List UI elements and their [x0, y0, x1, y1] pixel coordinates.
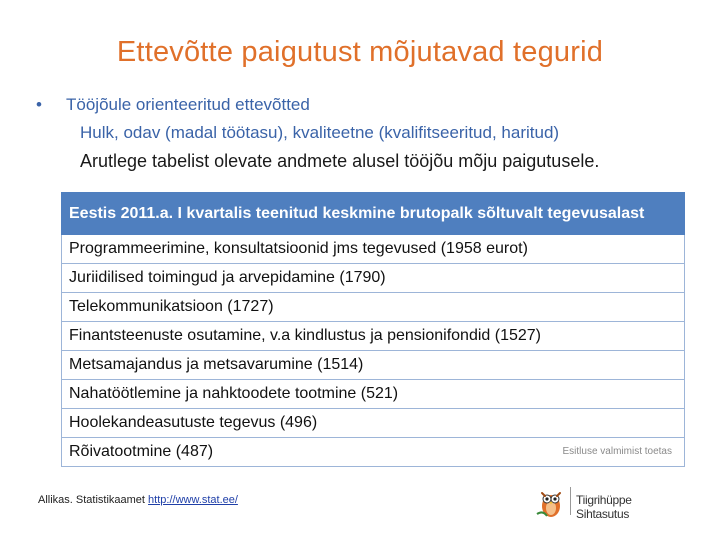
table-row — [62, 264, 685, 293]
source-link[interactable]: http://www.stat.ee/ — [148, 494, 238, 506]
salary-table — [61, 192, 685, 467]
support-watermark: Esitluse valmimist toetas — [562, 446, 672, 457]
slide-title: Ettevõtte paigutust mõjutavad tegurid — [116, 36, 604, 68]
table-row — [62, 409, 685, 438]
bullet-marker: • — [36, 95, 42, 114]
table-row — [62, 351, 685, 380]
table-row — [62, 235, 685, 264]
table-row — [62, 322, 685, 351]
logo-text: Tiigrihüppe Sihtasutus — [576, 493, 632, 521]
table-cell-text: Rõivatootmine (487) — [69, 443, 214, 460]
table-cell: Hoolekandeasutuste tegevus (496) — [62, 409, 685, 438]
bullet-list — [36, 94, 696, 172]
table-cell: Juriidilised toimingud ja arvepidamine (1790) — [62, 264, 685, 293]
source-line — [38, 494, 238, 506]
bullet-note: Arutlege tabelist olevate andmete alusel tööjõu mõju paigutusele. — [80, 151, 600, 171]
bullet-main-text: Tööjõule orienteeritud ettevõtted — [66, 95, 310, 114]
bullet-sub: Hulk, odav (madal töötasu), kvaliteetne (kvalifitseeritud, haritud) — [80, 123, 560, 142]
table-row — [62, 293, 685, 322]
table-header-row — [62, 193, 685, 235]
table-cell-last — [62, 438, 685, 467]
table-cell: Nahatöötlemine ja nahktoodete tootmine (521) — [62, 380, 685, 409]
table-cell: Finantsteenuste osutamine, v.a kindlustus ja pensionifondid (1527) — [62, 322, 685, 351]
table-cell: Programmeerimine, konsultatsioonid jms tegevused (1958 eurot) — [62, 235, 685, 264]
logo-divider — [570, 487, 571, 515]
owl-icon — [533, 484, 569, 520]
table-row — [62, 438, 685, 467]
table-header: Eestis 2011.a. I kvartalis teenitud keskmine brutopalk sõltuvalt tegevusalast — [62, 193, 685, 235]
bullet-main — [36, 94, 696, 116]
table-cell: Telekommunikatsioon (1727) — [62, 293, 685, 322]
source-label: Allikas. Statistikaamet — [38, 494, 145, 506]
foundation-logo — [533, 484, 683, 520]
table-cell: Metsamajandus ja metsavarumine (1514) — [62, 351, 685, 380]
table-row — [62, 380, 685, 409]
